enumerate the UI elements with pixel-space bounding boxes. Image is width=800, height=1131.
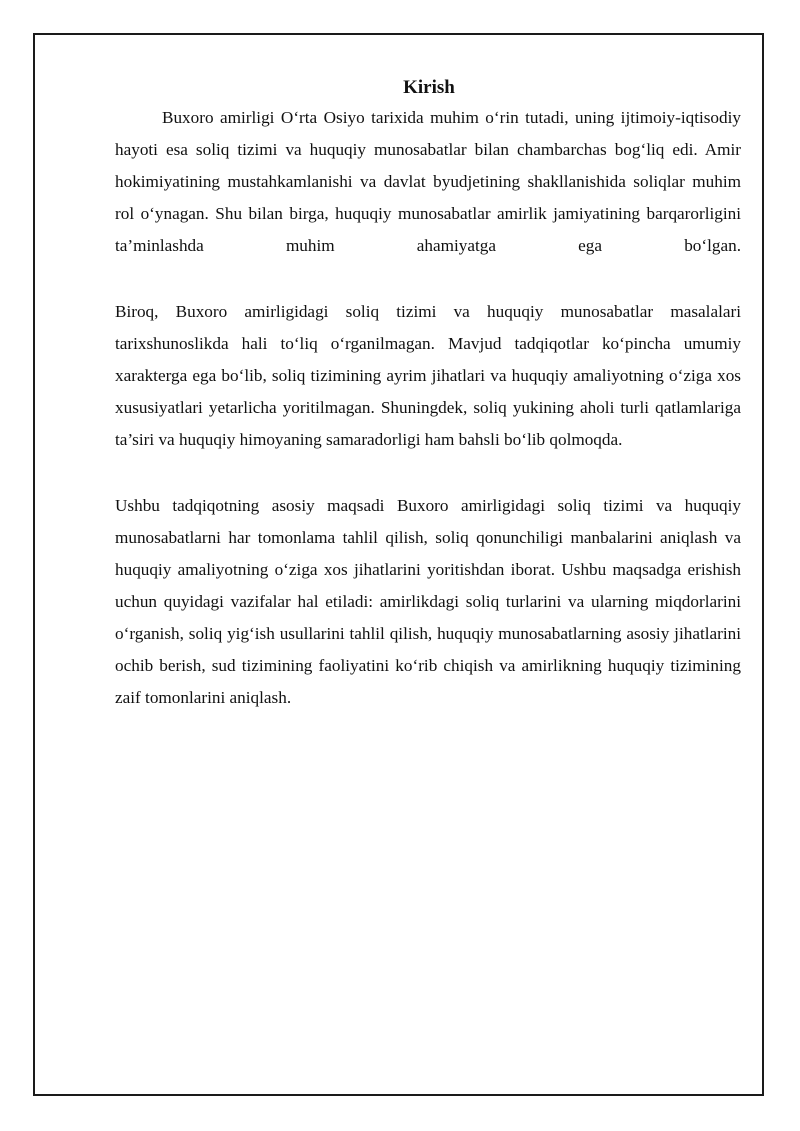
document-title: Kirish	[403, 77, 455, 98]
paragraph-gap	[115, 456, 741, 490]
paragraph-problem: Biroq, Buxoro amirligidagi soliq tizimi va huquqiy munosabatlar masalalari tarixshunoslikda hali to‘liq o‘rganilmagan. Mavjud tadqiqotlar ko‘pincha umumiy xarakterga ega bo‘lib, soliq tizimining ayrim jihatlari va huquqiy amaliyotning o‘ziga xos xususiyatlari yetarlicha yoritilmagan. Shuningdek, soliq yukining aholi turli qatlamlariga ta’siri va huquqiy himoyaning samaradorligi ham bahsli bo‘lib qolmoqda.	[115, 302, 741, 449]
document-body	[115, 74, 741, 714]
paragraph-gap	[115, 262, 741, 296]
paragraph-intro: Buxoro amirligi O‘rta Osiyo tarixida muhim o‘rin tutadi, uning ijtimoiy-iqtisodiy hayoti esa soliq tizimi va huquqiy munosabatlar bilan chambarchas bog‘liq edi. Amir hokimiyatining mustahkamlanishi va davlat byudjetining shakllanishida soliqlar muhim rol o‘ynagan. Shu bilan birga, huquqiy munosabatlar amirlik jamiyatining barqarorligini ta’minlashda muhim ahamiyatga ega bo‘lgan.	[115, 108, 741, 255]
paragraph-aim: Ushbu tadqiqotning asosiy maqsadi Buxoro amirligidagi soliq tizimi va huquqiy munosabatlarni har tomonlama tahlil qilish, soliq qonunchiligi manbalarini aniqlash va huquqiy amaliyotning o‘ziga xos jihatlarini yoritishdan iborat. Ushbu maqsadga erishish uchun quyidagi vazifalar hal etiladi: amirlikdagi soliq turlarini va ularning miqdorlarini o‘rganish, soliq yig‘ish usullarini tahlil qilish, huquqiy munosabatlarning asosiy jihatlarini ochib berish, sud tizimining faoliyatini ko‘rib chiqish va amirlikning huquqiy tizimining zaif tomonlarini aniqlash.	[115, 496, 741, 707]
